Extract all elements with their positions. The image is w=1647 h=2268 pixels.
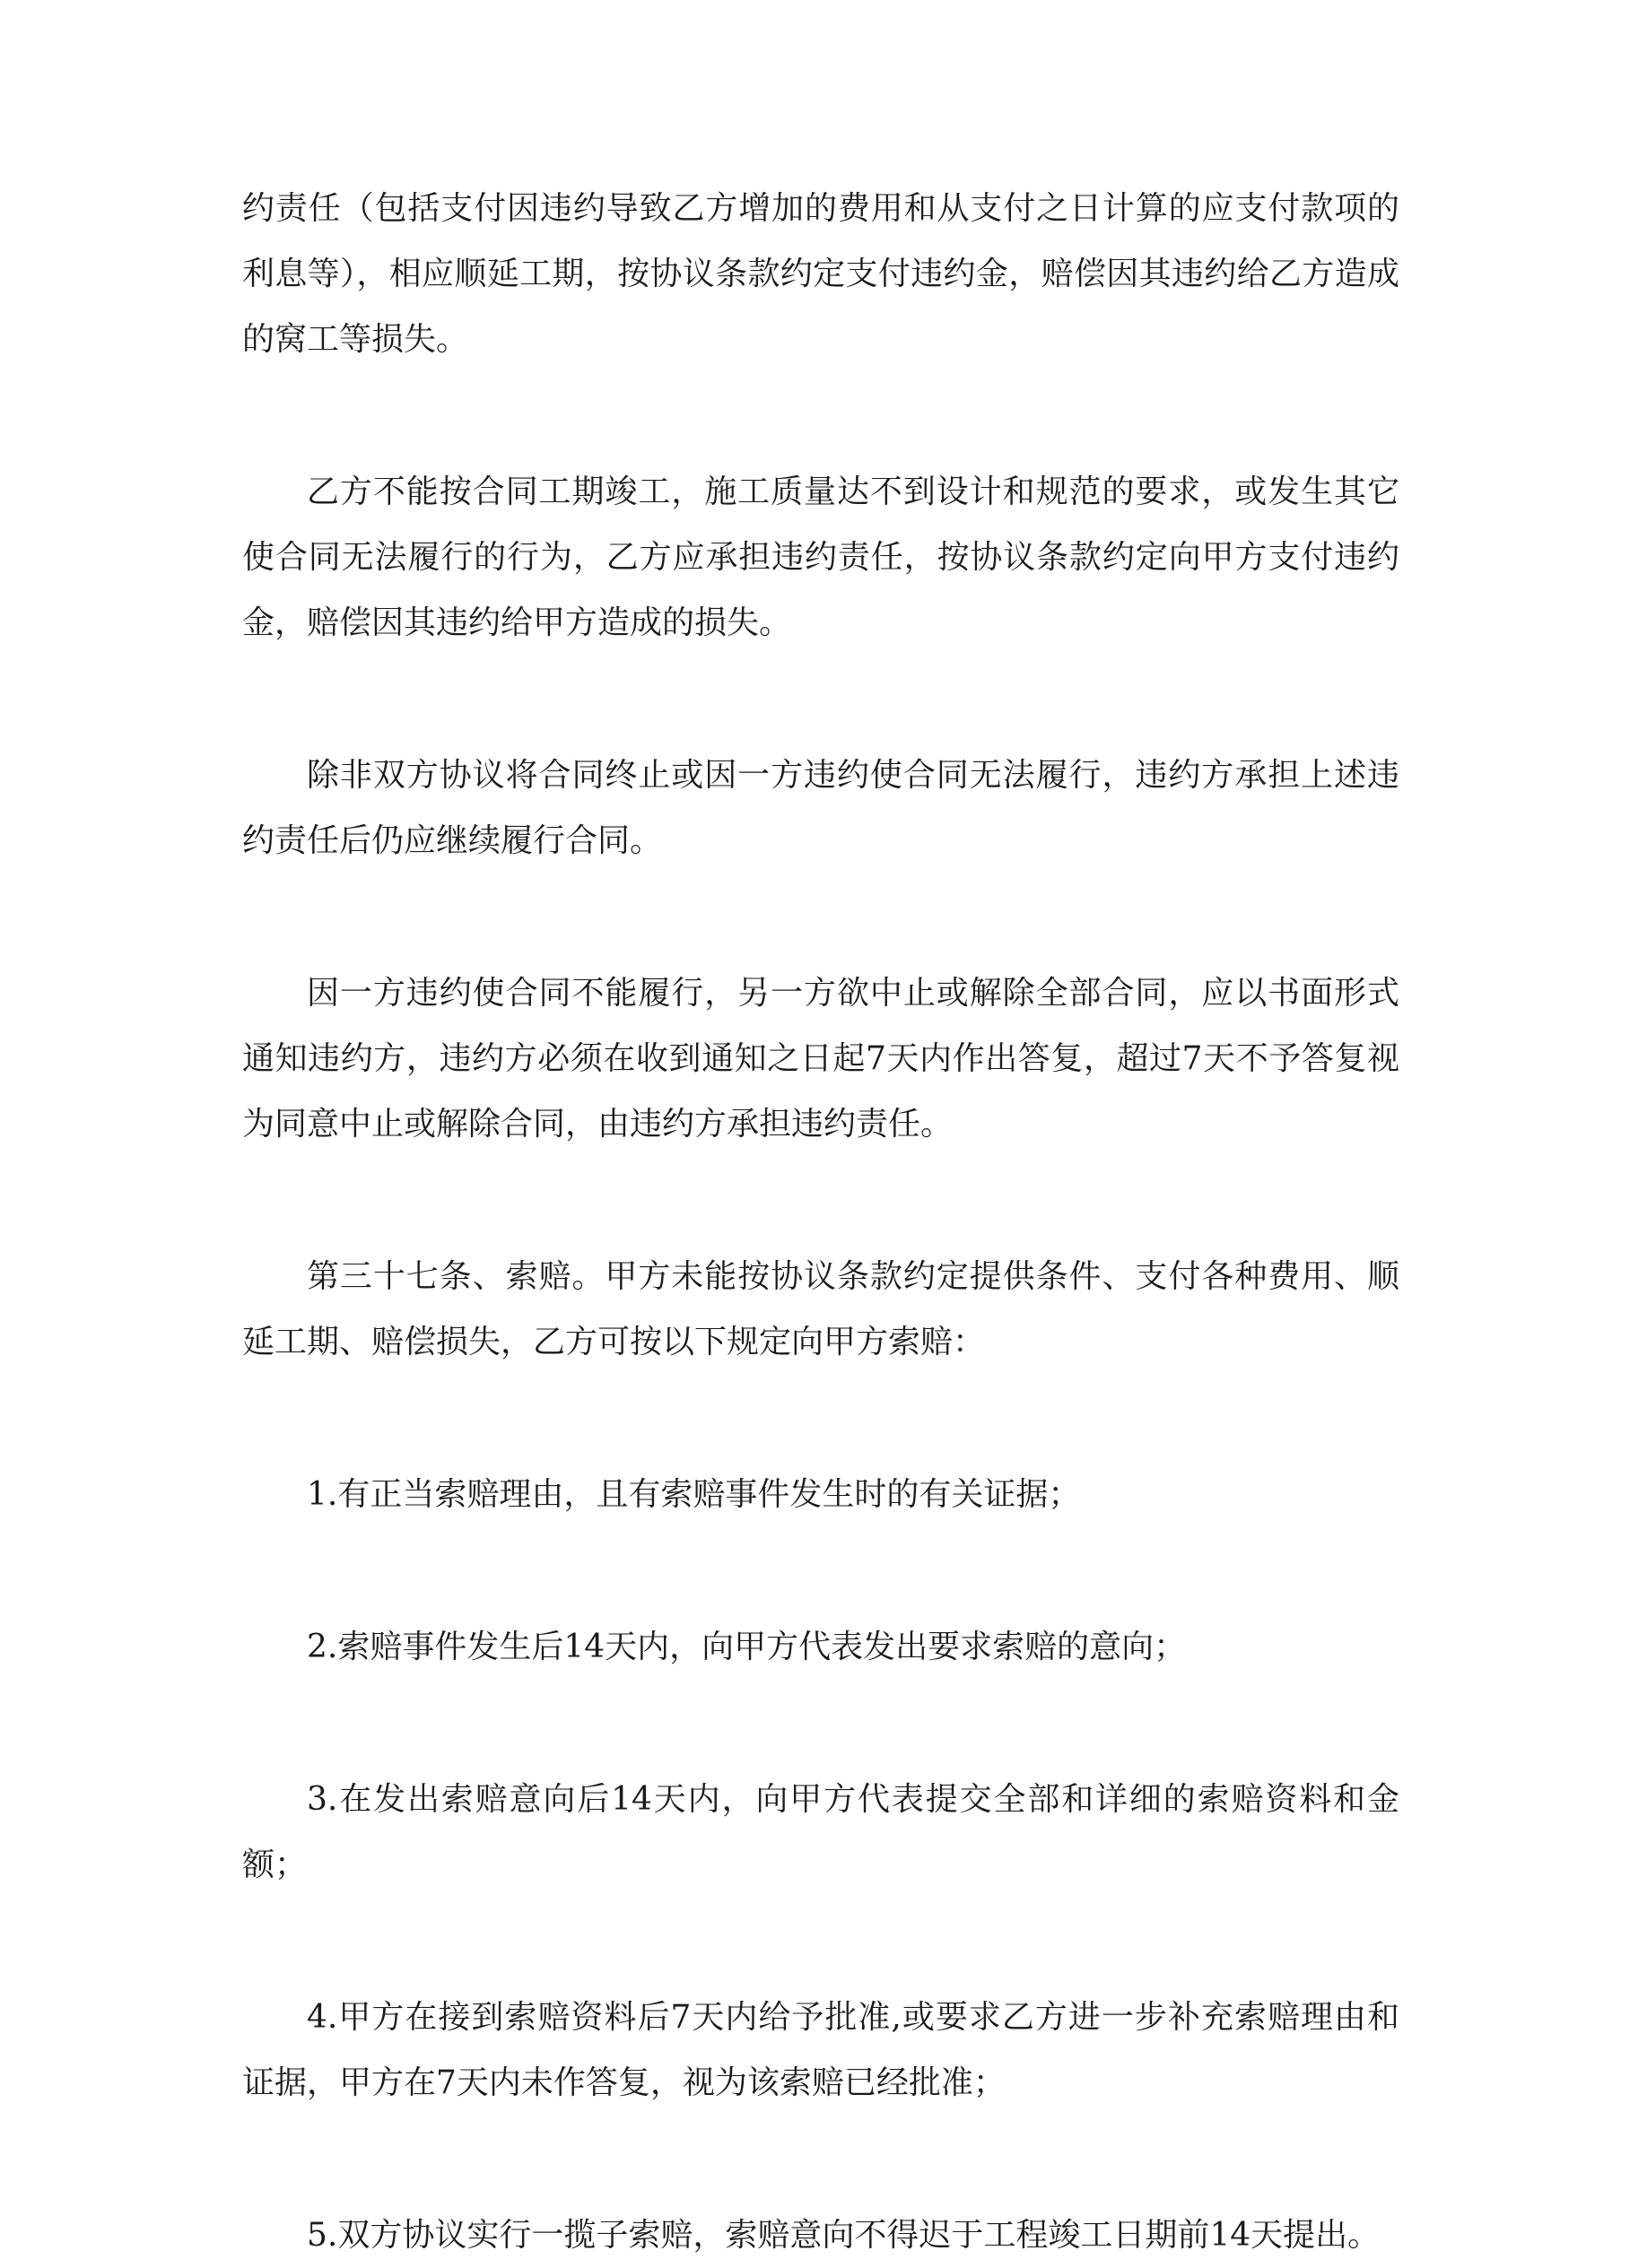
paragraph-article-37-claims: 第三十七条、索赔。甲方未能按协议条款约定提供条件、支付各种费用、顺延工期、赔偿损失，乙方可按以下规定向甲方索赔： bbox=[242, 1258, 1399, 1360]
paragraph-contractor-breach: 乙方不能按合同工期竣工，施工质量达不到设计和规范的要求，或发生其它使合同无法履行的行为，乙方应承担违约责任，按协议条款约定向甲方支付违约金，赔偿因其违约给甲方造成的损失。 bbox=[242, 474, 1399, 641]
claim-rule-item-5: 5.双方协议实行一揽子索赔，索赔意向不得迟于工程竣工日期前14天提出。 bbox=[307, 2217, 1381, 2254]
claim-rule-item-2: 2.索赔事件发生后14天内，向甲方代表发出要求索赔的意向； bbox=[307, 1629, 1187, 1665]
claim-rule-item-3: 3.在发出索赔意向后14天内，向甲方代表提交全部和详细的索赔资料和金额； bbox=[242, 1781, 1399, 1883]
document-body bbox=[242, 176, 1399, 2268]
paragraph-termination-notice: 因一方违约使合同不能履行，另一方欲中止或解除全部合同，应以书面形式通知违约方，违约方必须在收到通知之日起7天内作出答复，超过7天不予答复视为同意中止或解除合同，由违约方承担违约责任。 bbox=[242, 975, 1399, 1143]
paragraph-continue-performance: 除非双方协议将合同终止或因一方违约使合同无法履行，违约方承担上述违约责任后仍应继续履行合同。 bbox=[242, 757, 1399, 859]
paragraph-continuation: 约责任（包括支付因违约导致乙方增加的费用和从支付之日计算的应支付款项的利息等），相应顺延工期，按协议条款约定支付违约金，赔偿因其违约给乙方造成的窝工等损失。 bbox=[242, 190, 1399, 358]
claim-rule-item-1: 1.有正当索赔理由，且有索赔事件发生时的有关证据； bbox=[307, 1476, 1081, 1513]
claim-rule-item-4: 4.甲方在接到索赔资料后7天内给予批准,或要求乙方进一步补充索赔理由和证据，甲方在7天内未作答复，视为该索赔已经批准； bbox=[242, 1999, 1399, 2101]
